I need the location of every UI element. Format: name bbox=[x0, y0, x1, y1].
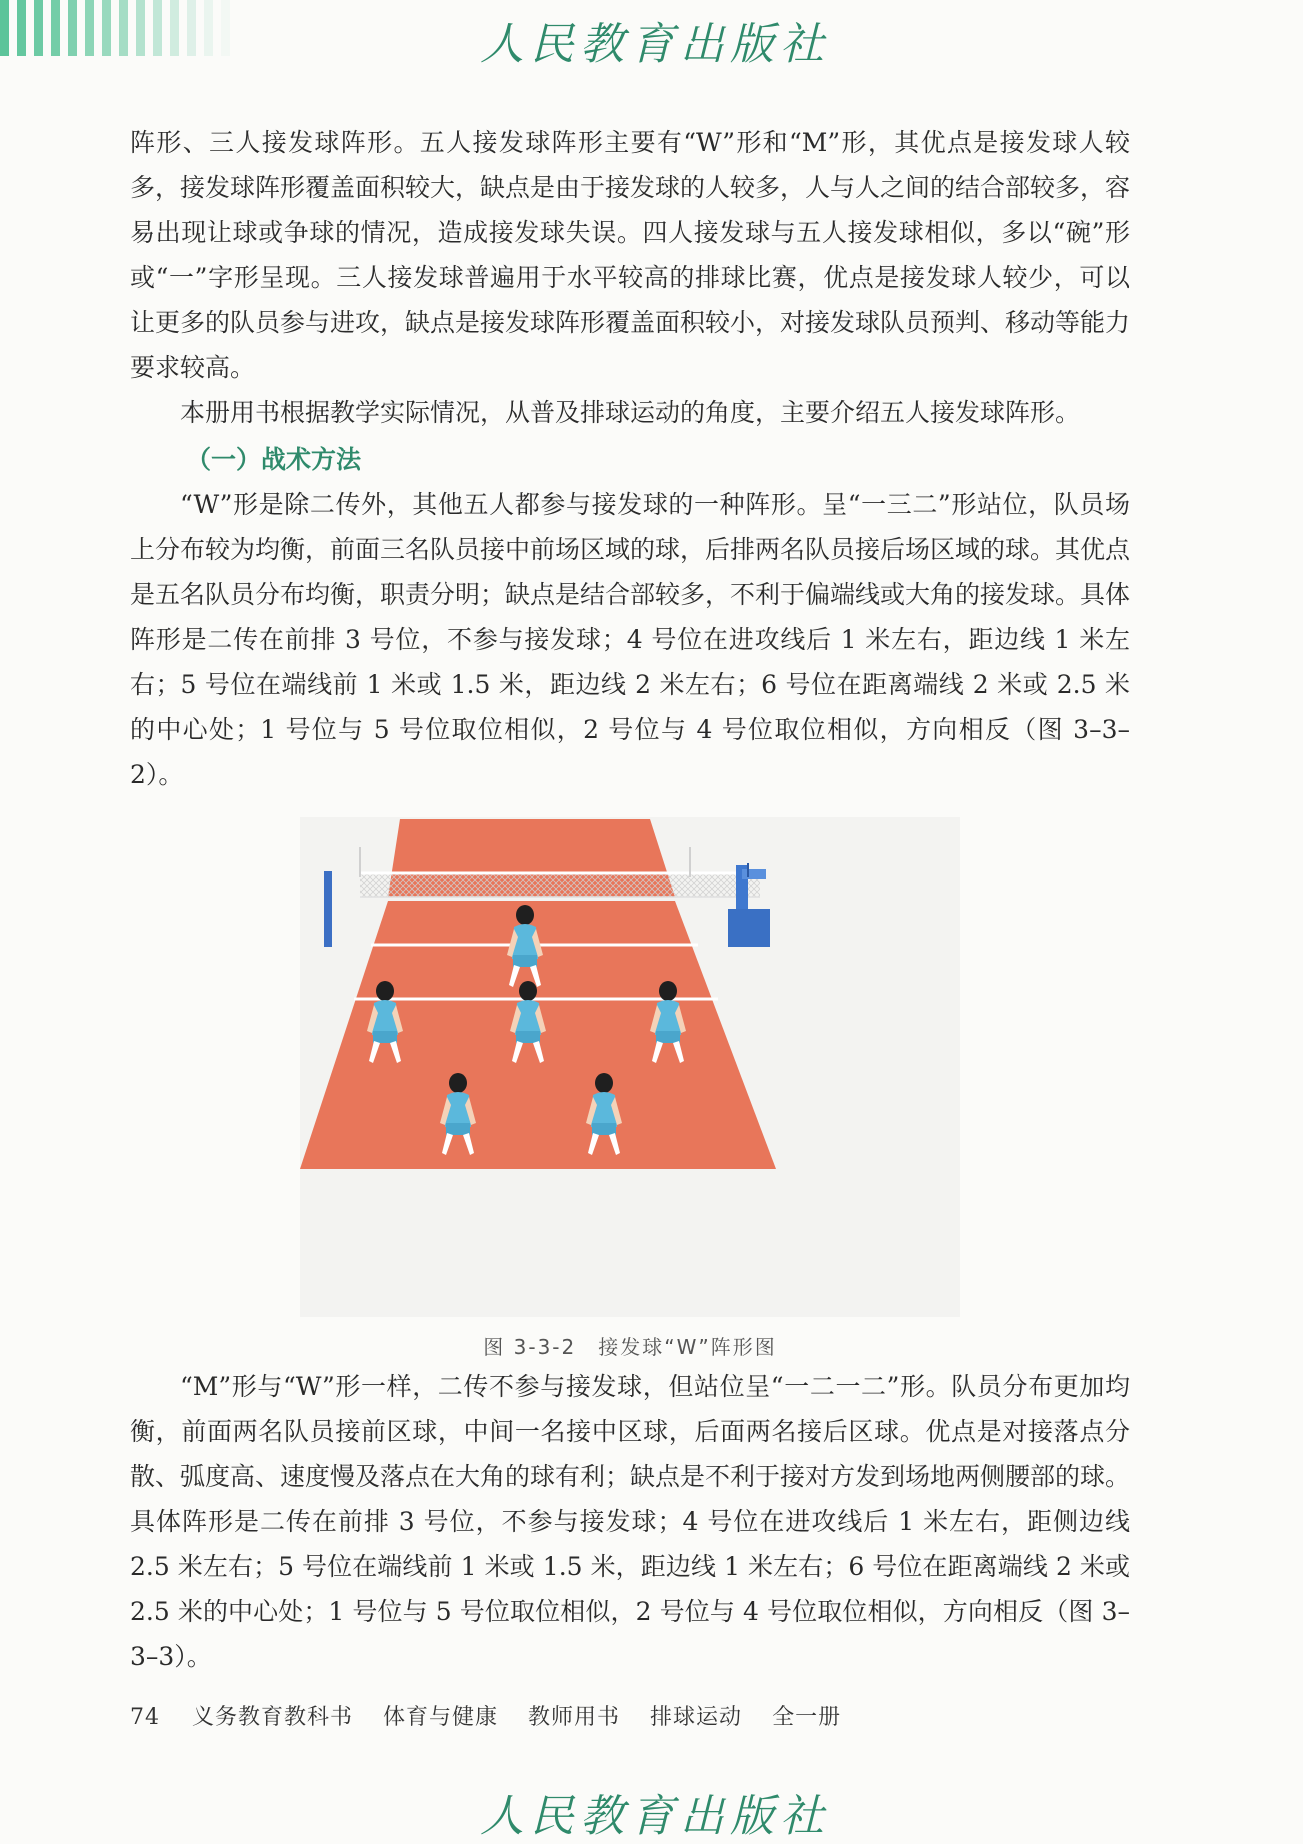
page-content bbox=[130, 120, 1130, 1679]
header-stripes bbox=[0, 0, 250, 56]
paragraph-w-formation: “W”形是除二传外，其他五人都参与接发球的一种阵形。呈“一三二”形站位，队员场上分布较为均衡，前面三名队员接中前场区域的球，后排两名队员接后场区域的球。其优点是五名队员分布均衡，职责分明；缺点是结合部较多，不利于偏端线或大角的接发球。具体阵形是二传在前排 3 号位，不参与接发球；4 号位在进攻线后 1 米左右，距边线 1 米左右；5 号位在端线前 1 米或 1.5 米，距边线 2 米左右；6 号位在距离端线 2 米或 2.5 米的中心处；1 号位与 5 号位取位相似，2 号位与 4 号位取位相似，方向相反（图 3–3–2）。 bbox=[130, 490, 1131, 789]
footer-volume: 排球运动 bbox=[650, 1705, 743, 1730]
figure-caption: 图 3-3-2 接发球“W”阵形图 bbox=[483, 1335, 777, 1359]
page-number: 74 bbox=[130, 1705, 160, 1730]
paragraph-book-scope: 本册用书根据教学实际情况，从普及排球运动的角度，主要介绍五人接发球阵形。 bbox=[180, 398, 1081, 427]
section-heading-tactics: （一）战术方法 bbox=[186, 445, 362, 474]
publisher-logo-top: 人民教育出版社 bbox=[480, 19, 830, 70]
figure-w-formation bbox=[130, 817, 1130, 1325]
publisher-logo-bottom: 人民教育出版社 bbox=[480, 1791, 830, 1842]
page-footer bbox=[130, 1700, 863, 1731]
footer-edition: 全一册 bbox=[772, 1705, 842, 1730]
net bbox=[360, 873, 760, 897]
footer-book-type: 教师用书 bbox=[528, 1705, 621, 1730]
footer-subject: 体育与健康 bbox=[383, 1705, 499, 1730]
paragraph-m-formation: “M”形与“W”形一样，二传不参与接发球，但站位呈“一二一二”形。队员分布更加均衡，前面两名队员接前区球，中间一名接中区球，后面两名接后区球。优点是对接落点分散、弧度高、速度慢及落点在大角的球有利；缺点是不利于接对方发到场地两侧腰部的球。具体阵形是二传在前排 3 号位，不参与接发球；4 号位在进攻线后 1 米左右，距侧边线 2.5 米左右；5 号位在端线前 1 米或 1.5 米，距边线 1 米左右；6 号位在距离端线 2 米或 2.5 米的中心处；1 号位与 5 号位取位相似，2 号位与 4 号位取位相似，方向相反（图 3–3–3）。 bbox=[130, 1372, 1131, 1671]
left-net-post bbox=[324, 871, 332, 947]
footer-series: 义务教育教科书 bbox=[192, 1705, 354, 1730]
volleyball-court-illustration bbox=[130, 817, 1130, 1325]
paragraph-receive-formations: 阵形、三人接发球阵形。五人接发球阵形主要有“W”形和“M”形，其优点是接发球人较多，接发球阵形覆盖面积较大，缺点是由于接发球的人较多，人与人之间的结合部较多，容易出现让球或争球的情况，造成接发球失误。四人接发球与五人接发球相似，多以“碗”形或“一”字形呈现。三人接发球普遍用于水平较高的排球比赛，优点是接发球人较少，可以让更多的队员参与进攻，缺点是接发球阵形覆盖面积较小，对接发球队员预判、移动等能力要求较高。 bbox=[130, 128, 1131, 382]
